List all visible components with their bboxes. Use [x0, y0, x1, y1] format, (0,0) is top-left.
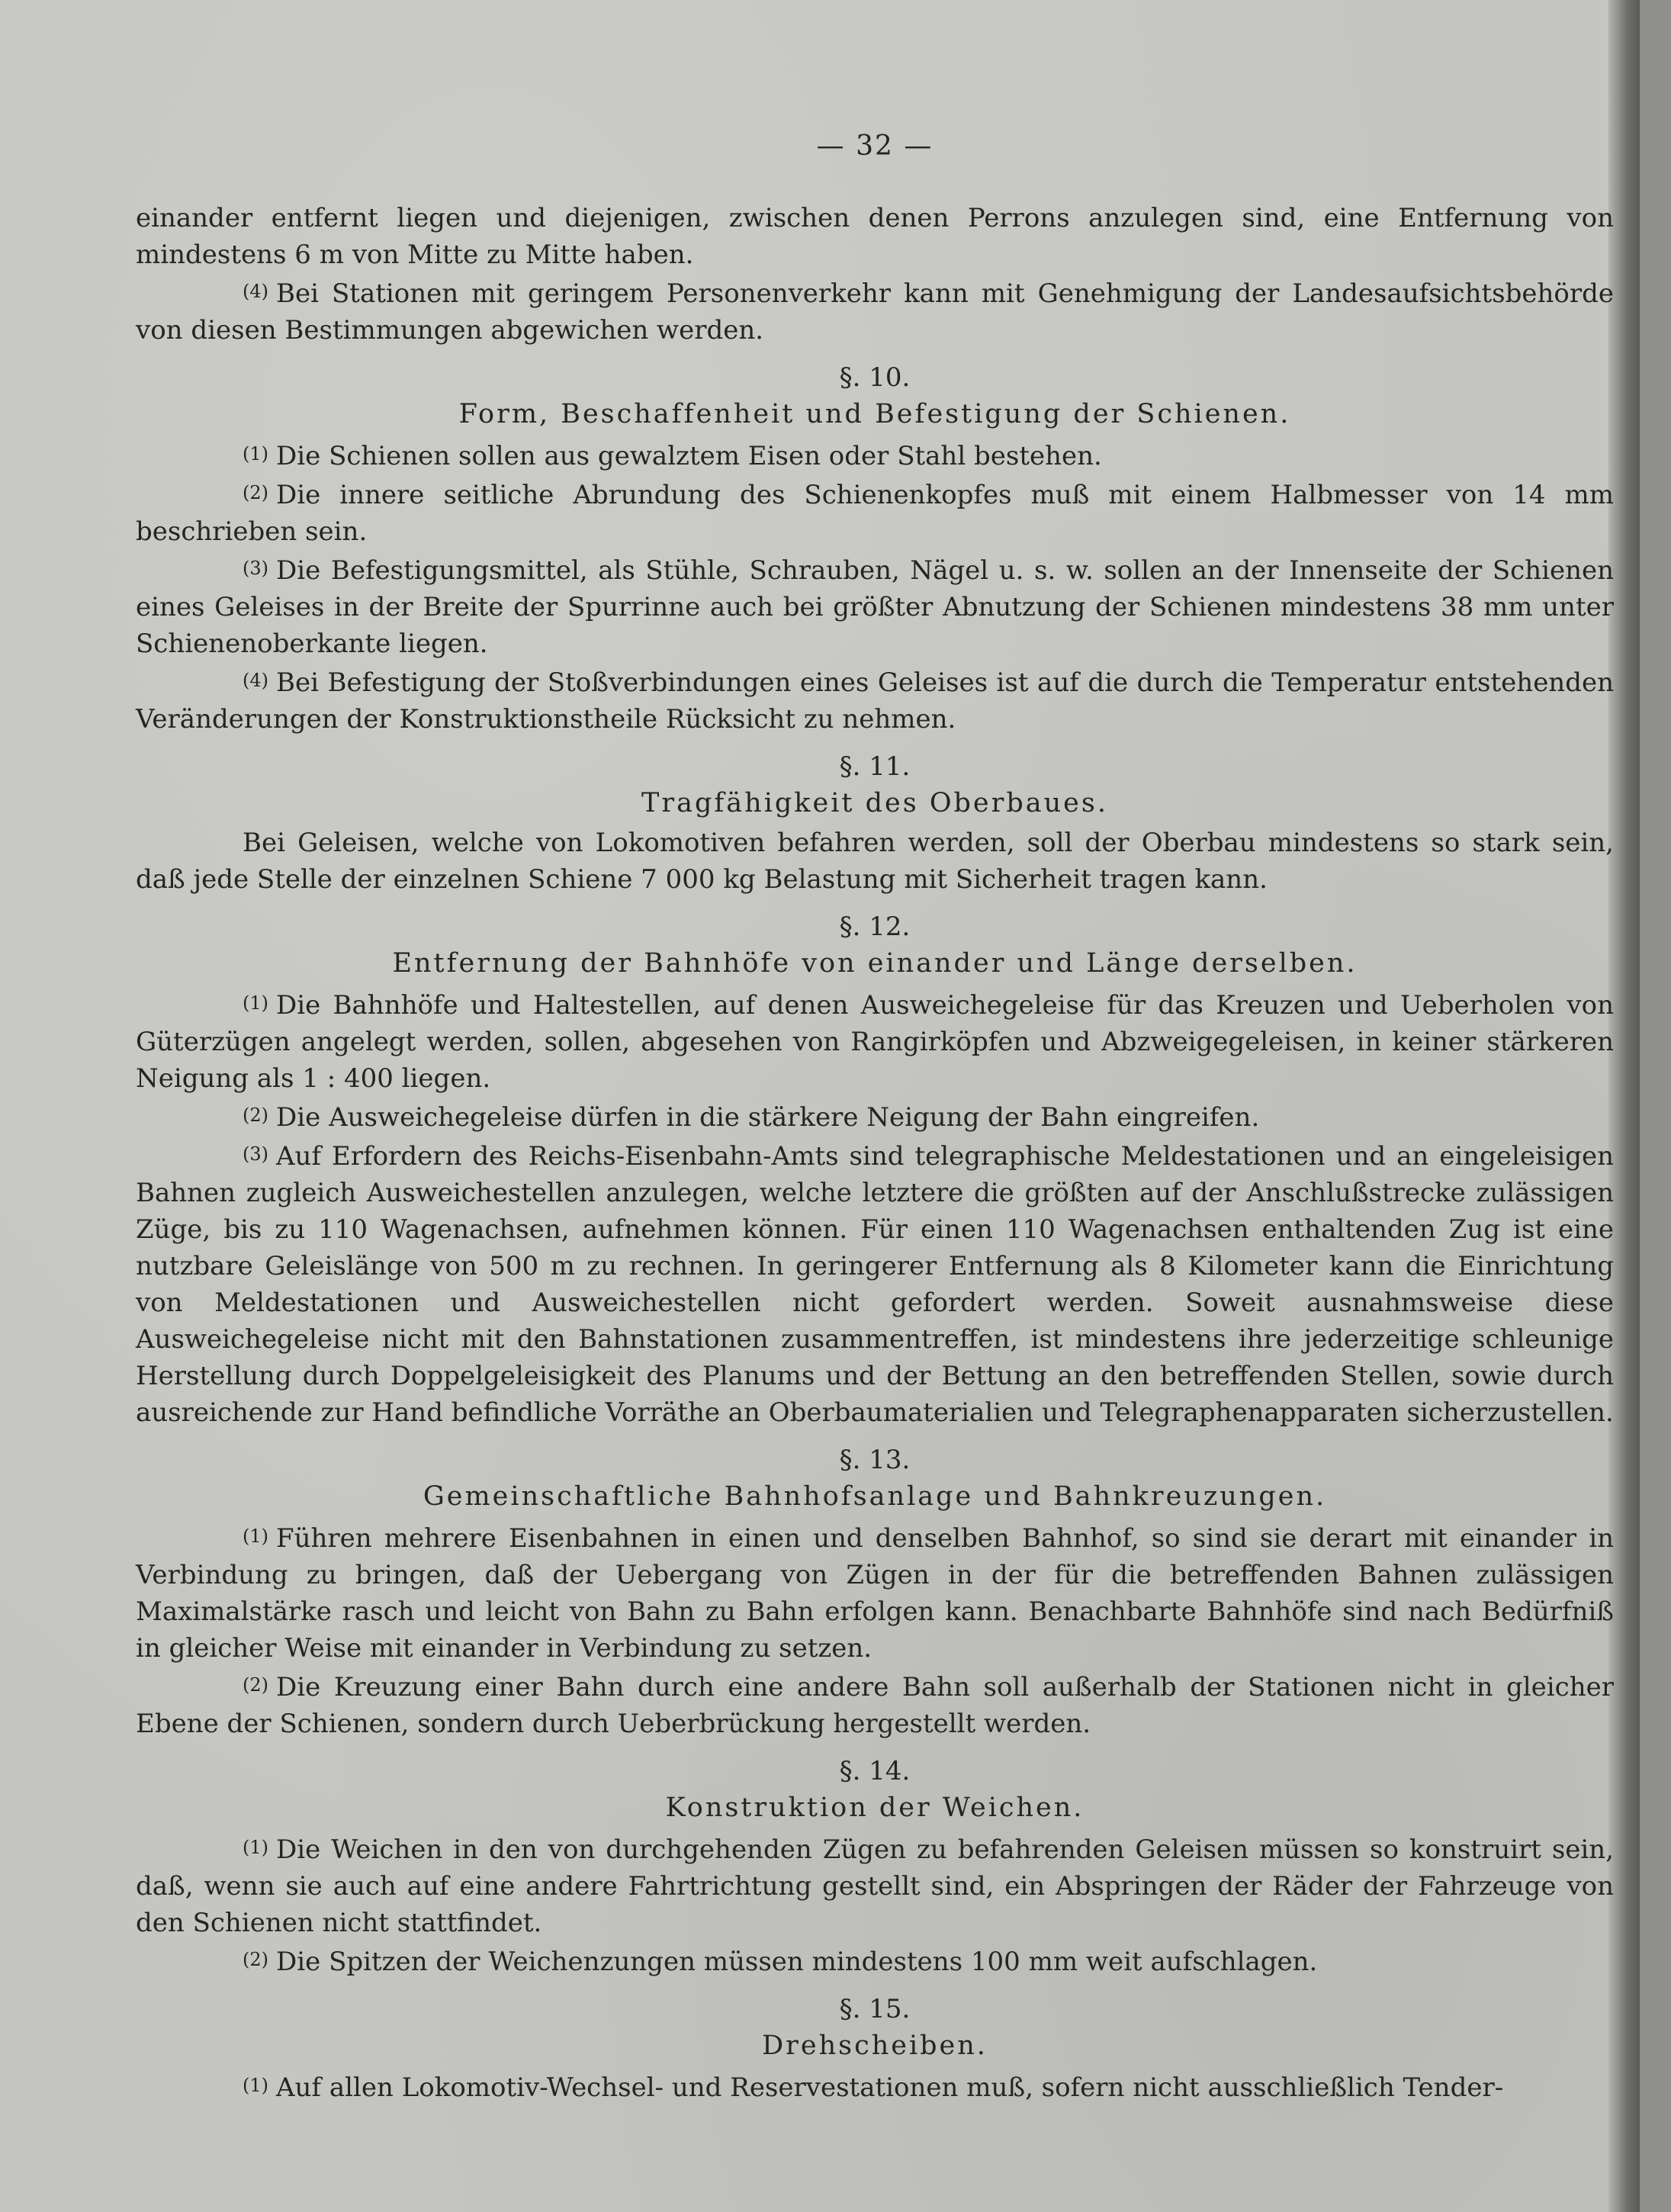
paragraph-number: (1)	[243, 1837, 268, 1858]
paragraph	[136, 2067, 1614, 2106]
paragraph-number: (3)	[243, 1143, 268, 1165]
section-title: Tragfähigkeit des Oberbaues.	[641, 788, 1108, 818]
paragraph-number: (1)	[243, 1526, 268, 1547]
paragraph-number: (4)	[243, 670, 268, 691]
paragraph-number: (2)	[243, 1674, 268, 1696]
section-number: §. 10.	[839, 362, 911, 393]
paragraph	[136, 1667, 1614, 1742]
paragraph-number: (2)	[243, 1949, 268, 1970]
paragraph-text: Die Befestigungsmittel, als Stühle, Schrauben, Nägel u. s. w. sollen an der Innenseite der Schienen eines Geleises in der Breite der Spurrinne auch bei größter Abnutzung der Schienen mindestens 38 mm unter Schienenoberkante liegen.	[136, 555, 1614, 659]
paragraph-text: Auf allen Lokomotiv-Wechsel- und Reservestationen muß, sofern nicht ausschließlich Tender-	[276, 2072, 1504, 2103]
section-number: §. 14.	[839, 1756, 911, 1786]
paragraph-text: Die Kreuzung einer Bahn durch eine andere Bahn soll außerhalb der Stationen nicht in gleicher Ebene der Schienen, sondern durch Ueberbrückung hergestellt werden.	[136, 1672, 1614, 1739]
paragraph-text: Bei Geleisen, welche von Lokomotiven befahren werden, soll der Oberbau mindestens so stark sein, daß jede Stelle der einzelnen Schiene 7 000 kg Belastung mit Sicherheit tragen kann.	[136, 828, 1614, 895]
paragraph	[136, 1097, 1614, 1136]
section-number: §. 12.	[839, 911, 911, 942]
paragraph-number: (3)	[243, 558, 268, 579]
paragraph-number: (2)	[243, 482, 268, 503]
paragraph-number: (1)	[243, 2075, 268, 2096]
section-title: Drehscheiben.	[762, 2030, 988, 2061]
paragraph	[136, 1941, 1614, 1980]
section-title: Gemeinschaftliche Bahnhofsanlage und Bahnkreuzungen.	[423, 1481, 1327, 1512]
paragraph-text: Die Ausweichegeleise dürfen in die stärkere Neigung der Bahn eingreifen.	[276, 1102, 1260, 1133]
paragraph	[136, 550, 1614, 662]
paragraph-number: (2)	[243, 1104, 268, 1126]
paragraph-number: (1)	[243, 443, 268, 465]
document-body	[136, 128, 1614, 2106]
paragraph-text: Führen mehrere Eisenbahnen in einen und denselben Bahnhof, so sind sie derart mit einander in Verbindung zu bringen, daß der Uebergang von Zügen in der für die betreffenden Bahnen zulässigen Maximalstärke rasch und leicht von Bahn zu Bahn erfolgen kann. Benachbarte Bahnhöfe sind nach Bedürfniß in gleicher Weise mit einander in Verbindung zu setzen.	[136, 1523, 1614, 1664]
section-number: §. 15.	[839, 1994, 911, 2024]
paragraph	[136, 273, 1614, 349]
paragraph-text: einander entfernt liegen und diejenigen, zwischen denen Perrons anzulegen sind, eine Entfernung von mindestens 6 m von Mitte zu Mitte haben.	[136, 203, 1614, 270]
paragraph-text: Die Spitzen der Weichenzungen müssen mindestens 100 mm weit aufschlagen.	[276, 1947, 1318, 1977]
paragraph-text: Auf Erfordern des Reichs-Eisenbahn-Amts sind telegraphische Meldestationen und an eingeleisigen Bahnen zugleich Ausweichestellen anzulegen, welche letztere die größten auf der Anschlußstrecke zulässigen Züge, bis zu 110 Wagenachsen, aufnehmen können. Für einen 110 Wagenachsen enthaltenden Zug ist eine nutzbare Geleislänge von 500 m zu rechnen. In geringerer Entfernung als 8 Kilometer kann die Einrichtung von Meldestationen und Ausweichestellen nicht gefordert werden. Soweit ausnahmsweise diese Ausweichegeleise nicht mit den Bahnstationen zusammentreffen, ist mindestens ihre jederzeitige schleunige Herstellung durch Doppelgeleisigkeit des Planums und der Bettung an den betreffenden Stellen, sowie durch ausreichende zur Hand befindliche Vorräthe an Oberbaumaterialien und Telegraphenapparaten sicherzustellen.	[136, 1141, 1614, 1428]
section-title: Form, Beschaffenheit und Befestigung der Schienen.	[458, 399, 1291, 429]
paragraph-text: Die Schienen sollen aus gewalztem Eisen oder Stahl bestehen.	[276, 441, 1102, 471]
paragraph	[136, 436, 1614, 474]
page-number: — 32 —	[816, 130, 934, 162]
paragraph-number: (4)	[243, 281, 268, 302]
paragraph-text: Bei Stationen mit geringem Personenverkehr kann mit Genehmigung der Landesaufsichtsbehörde von diesen Bestimmungen abgewichen werden.	[136, 278, 1614, 346]
paragraph-text: Die Bahnhöfe und Haltestellen, auf denen Ausweichegeleise für das Kreuzen und Ueberholen von Güterzügen angelegt werden, sollen, abgesehen von Rangirköpfen und Abzweigegeleisen, in keiner stärkeren Neigung als 1 : 400 liegen.	[136, 990, 1614, 1094]
paragraph-text: Die innere seitliche Abrundung des Schienenkopfes muß mit einem Halbmesser von 14 mm beschrieben sein.	[136, 480, 1614, 547]
paragraph-text: Bei Befestigung der Stoßverbindungen eines Geleises ist auf die durch die Temperatur entstehenden Veränderungen der Konstruktionstheile Rücksicht zu nehmen.	[136, 667, 1614, 735]
paragraph	[136, 200, 1614, 273]
section-number: §. 13.	[839, 1445, 911, 1475]
text-blocks	[136, 200, 1614, 2106]
section-number: §. 11.	[839, 751, 911, 782]
section-title: Konstruktion der Weichen.	[665, 1792, 1085, 1823]
paragraph	[136, 1518, 1614, 1667]
paragraph	[136, 985, 1614, 1097]
paragraph-text: Die Weichen in den von durchgehenden Zügen zu befahrenden Geleisen müssen so konstruirt sein, daß, wenn sie auch auf eine andere Fahrtrichtung gestellt sind, ein Abspringen der Räder der Fahrzeuge von den Schienen nicht stattfindet.	[136, 1834, 1614, 1938]
paragraph-number: (1)	[243, 992, 268, 1014]
paragraph	[136, 474, 1614, 550]
paragraph	[136, 1136, 1614, 1431]
paragraph	[136, 1829, 1614, 1941]
paragraph	[136, 662, 1614, 738]
paragraph	[136, 825, 1614, 898]
section-title: Entfernung der Bahnhöfe von einander und Länge derselben.	[392, 948, 1358, 979]
